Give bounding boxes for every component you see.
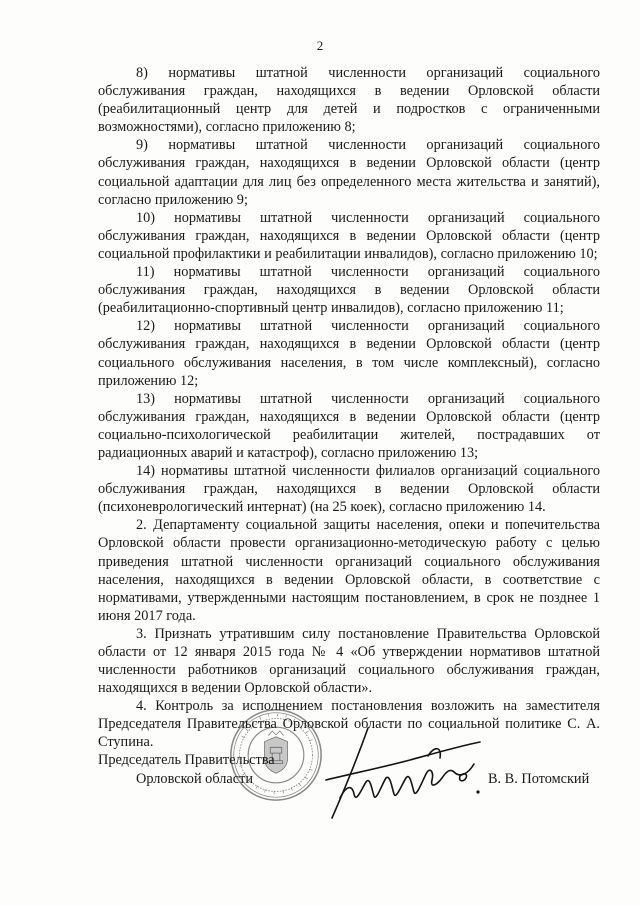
page-number: 2 [316, 38, 324, 53]
paragraph-point-4: 4. Контроль за исполнением постановления возложить на заместителя Председателя Правительства Орловской области по социальной политике С. А. Ступина. [98, 698, 600, 751]
paragraph-point-2: 2. Департаменту социальной защиты населения, опеки и попечительства Орловской области провести организационно-методическую работу с целью приведения штатной численности организаций социального обслуживания населения, находящихся в ведении Орловской области, в соответствие с нормативами, утвержденными настоящим постановлением, в срок не позднее 1 июня 2017 года. [98, 517, 600, 624]
paragraph-item-11: 11) нормативы штатной численности организаций социального обслуживания граждан, находящихся в ведении Орловской области (реабилитационно-спортивный центр инвалидов), согласно приложению 11; [98, 264, 600, 317]
paragraph-item-10: 10) нормативы штатной численности организаций социального обслуживания граждан, находящихся в ведении Орловской области (центр социальной профилактики и реабилитации инвалидов), согласно приложению 10; [98, 209, 600, 262]
paragraph-item-13: 13) нормативы штатной численности организаций социального обслуживания граждан, находящихся в ведении Орловской области (центр социально-психологической реабилитации жителей, пострадавших от радиационных аварий и катастроф), согласно приложению 13; [98, 390, 600, 461]
paragraph-item-9: 9) нормативы штатной численности организаций социального обслуживания граждан, находящихся в ведении Орловской области (центр социальной адаптации для лиц без определенного места жительства и занятий), согласно приложению 9; [98, 137, 600, 208]
signatory-title-line-1: Председатель Правительства [98, 752, 275, 768]
signatory-title-line-2: Орловской области [136, 771, 253, 787]
paragraph-item-14: 14) нормативы штатной численности филиалов организаций социального обслуживания граждан, находящихся в ведении Орловской области (психоневрологический интернат) (на 25 коек), согласно приложению 14. [98, 463, 600, 516]
paragraph-point-3: 3. Признать утратившим силу постановление Правительства Орловской области от 12 января 2015 года № 4 «Об утверждении нормативов штатной численности работников организаций социального обслуживания граждан, находящихся в ведении Орловской области». [98, 625, 600, 697]
paragraph-item-8: 8) нормативы штатной численности организаций социального обслуживания граждан, находящихся в ведении Орловской области (реабилитационный центр для детей и подростков с ограниченными возможностями), согласно приложению 8; [98, 65, 600, 136]
paragraph-item-12: 12) нормативы штатной численности организаций социального обслуживания граждан, находящихся в ведении Орловской области (центр социального обслуживания населения, в том числе комплексный), согласно приложению 12; [98, 318, 600, 389]
handwritten-signature [310, 716, 490, 824]
signatory-name: В. В. Потомский [488, 771, 590, 787]
